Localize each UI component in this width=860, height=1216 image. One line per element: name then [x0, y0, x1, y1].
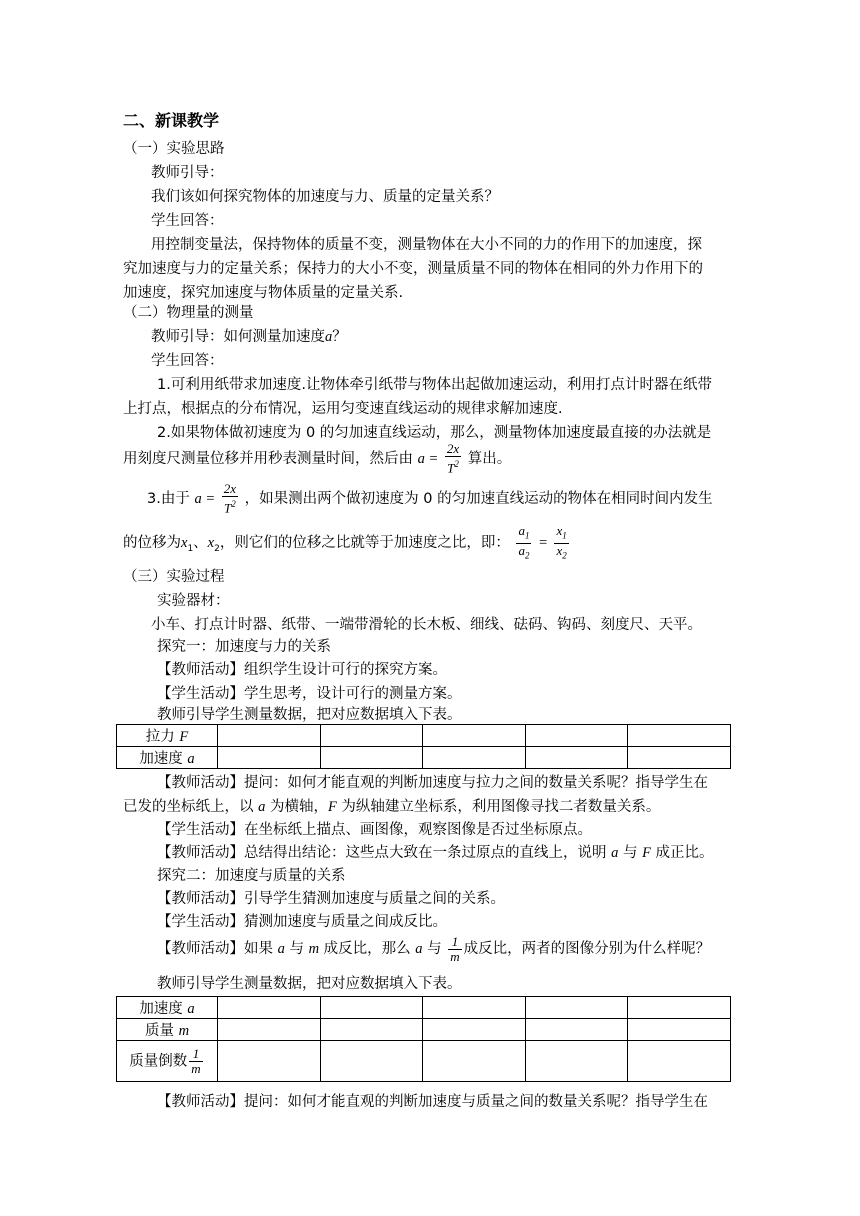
teacher-activity-4: 【教师活动】引导学生猜测加速度与质量之间的关系。: [157, 891, 505, 907]
method2-line-2: 用刻度尺测量位移并用秒表测量时间，然后由 a = $\frac{2x}{T^2}$ 算出。: [123, 441, 512, 476]
row-label-acceleration: 加速度 a: [117, 747, 218, 769]
table-cell[interactable]: [525, 997, 628, 1019]
teacher-guide-label: 教师引导：: [151, 165, 224, 181]
inquiry-two: 探究二：加速度与质量的关系: [157, 868, 346, 884]
teacher-activity-6: 【教师活动】提问：如何才能直观的判断加速度与质量之间的数量关系呢？指导学生在: [157, 1094, 708, 1110]
guide-table-2: 教师引导学生测量数据，把对应数据填入下表。: [157, 976, 462, 992]
answer-line-2: 究加速度与力的定量关系；保持力的大小不变，测量质量不同的物体在相同的外力作用下的: [123, 261, 703, 277]
table-row: [117, 747, 731, 769]
mass-accel-table: [116, 996, 731, 1082]
table-cell[interactable]: [525, 1041, 628, 1082]
heading-experiment-idea: （一）实验思路: [123, 141, 225, 157]
equipment-list: 小车、打点计时器、纸带、一端带滑轮的长木板、细线、砝码、钩码、刻度尺、天平。: [151, 617, 702, 633]
guiding-question: 我们该如何探究物体的加速度与力、质量的定量关系？: [151, 189, 499, 205]
formula-fraction-2: $\frac{2x}{T^2}$: [223, 481, 237, 516]
table-cell[interactable]: [423, 997, 526, 1019]
table-cell[interactable]: [628, 997, 731, 1019]
table-row: [117, 1041, 731, 1082]
table-cell[interactable]: [320, 747, 423, 769]
table-cell[interactable]: [628, 725, 731, 747]
method1-line-1: 1.可利用纸带求加速度.让物体牵引纸带与物体出起做加速运动，利用打点计时器在纸带: [157, 377, 712, 393]
teacher-activity-2-line-1: 【教师活动】提问：如何才能直观的判断加速度与拉力之间的数量关系呢？指导学生在: [157, 775, 708, 791]
teacher-activity-1: 【教师活动】组织学生设计可行的探究方案。: [157, 662, 447, 678]
table-cell[interactable]: [320, 725, 423, 747]
table-cell[interactable]: [423, 747, 526, 769]
heading-measurement: （二）物理量的测量: [123, 305, 254, 321]
method3-line-1: 3.由于 a = $\frac{2x}{T^2}$ ，如果测出两个做初速度为 0 的匀加速直线运动的物体在相同时间内发生: [147, 481, 713, 516]
table-cell[interactable]: [218, 1019, 321, 1041]
table-cell[interactable]: [525, 1019, 628, 1041]
row-label-force: 拉力 F: [117, 725, 218, 747]
formula-fraction: $\frac{2x}{T^2}$: [446, 441, 460, 476]
table-cell[interactable]: [628, 1041, 731, 1082]
displacement-ratio: $\frac{x_1}{x_2}$: [556, 523, 567, 561]
table-cell[interactable]: [525, 747, 628, 769]
table-cell[interactable]: [628, 1019, 731, 1041]
teacher-activity-2-line-2: 已发的坐标纸上，以 a 为横轴，F 为纵轴建立坐标系，利用图像寻找二者数量关系。: [123, 799, 661, 815]
answer-line-3: 加速度，探究加速度与物体质量的定量关系.: [123, 285, 404, 301]
table-cell[interactable]: [320, 997, 423, 1019]
table-cell[interactable]: [218, 747, 321, 769]
table-cell[interactable]: [320, 1019, 423, 1041]
row-label-acceleration-2: 加速度 a: [117, 997, 218, 1019]
teacher-activity-3: 【教师活动】总结得出结论：这些点大致在一条过原点的直线上，说明 a 与 F 成正比。: [157, 845, 714, 861]
student-activity-1: 【学生活动】学生思考，设计可行的测量方案。: [157, 686, 462, 702]
guide-table-1: 教师引导学生测量数据，把对应数据填入下表。: [157, 707, 462, 723]
table-cell[interactable]: [423, 1019, 526, 1041]
table-cell[interactable]: [218, 725, 321, 747]
method2-line-1: 2.如果物体做初速度为 0 的匀加速直线运动，那么，测量物体加速度最直接的办法就是: [157, 425, 712, 441]
student-answer-label-2: 学生回答：: [151, 353, 224, 369]
method1-line-2: 上打点，根据点的分布情况，运用匀变速直线运动的规律求解加速度.: [123, 401, 563, 417]
table-cell[interactable]: [628, 747, 731, 769]
inquiry-one: 探究一：加速度与力的关系: [157, 639, 331, 655]
student-activity-3: 【学生活动】猜测加速度与质量之间成反比。: [157, 914, 447, 930]
accel-ratio: $\frac{a_1}{a_2}$: [518, 523, 530, 561]
student-activity-2: 【学生活动】在坐标纸上描点、画图像，观察图像是否过坐标原点。: [157, 822, 592, 838]
table-cell[interactable]: [525, 725, 628, 747]
table-row: [117, 997, 731, 1019]
teacher-activity-5: 【教师活动】如果 a 与 m 成反比，那么 a 与 $\frac{1}{m}$ 成反比，两者的图像分别为什么样呢？: [157, 933, 711, 964]
table-row: [117, 725, 731, 747]
table-cell[interactable]: [320, 1041, 423, 1082]
teacher-measure-question: 教师引导：如何测量加速度a？: [151, 329, 347, 345]
table-cell[interactable]: [423, 725, 526, 747]
table-cell[interactable]: [218, 997, 321, 1019]
student-answer-label: 学生回答：: [151, 213, 224, 229]
table-row: [117, 1019, 731, 1041]
table-cell[interactable]: [423, 1041, 526, 1082]
inverse-mass-fraction: $\frac{1}{m}$: [450, 933, 460, 964]
row-label-mass: 质量 m: [117, 1019, 218, 1041]
row-label-inverse-mass: 质量倒数 $\frac{1}{m}$: [117, 1041, 218, 1082]
heading-procedure: （三）实验过程: [123, 569, 225, 585]
table-cell[interactable]: [218, 1041, 321, 1082]
force-accel-table: [116, 724, 731, 769]
method3-line-2: 的位移为$x_1$、$x_2$，则它们的位移之比就等于加速度之比，即： $\frac{a_1}{a_2}$ = $\frac{x_1}{x_2}$: [123, 523, 567, 561]
equipment-label: 实验器材：: [157, 593, 230, 609]
section-title: 二、新课教学: [123, 111, 220, 130]
answer-line-1: 用控制变量法，保持物体的质量不变，测量物体在大小不同的力的作用下的加速度，探: [151, 237, 702, 253]
